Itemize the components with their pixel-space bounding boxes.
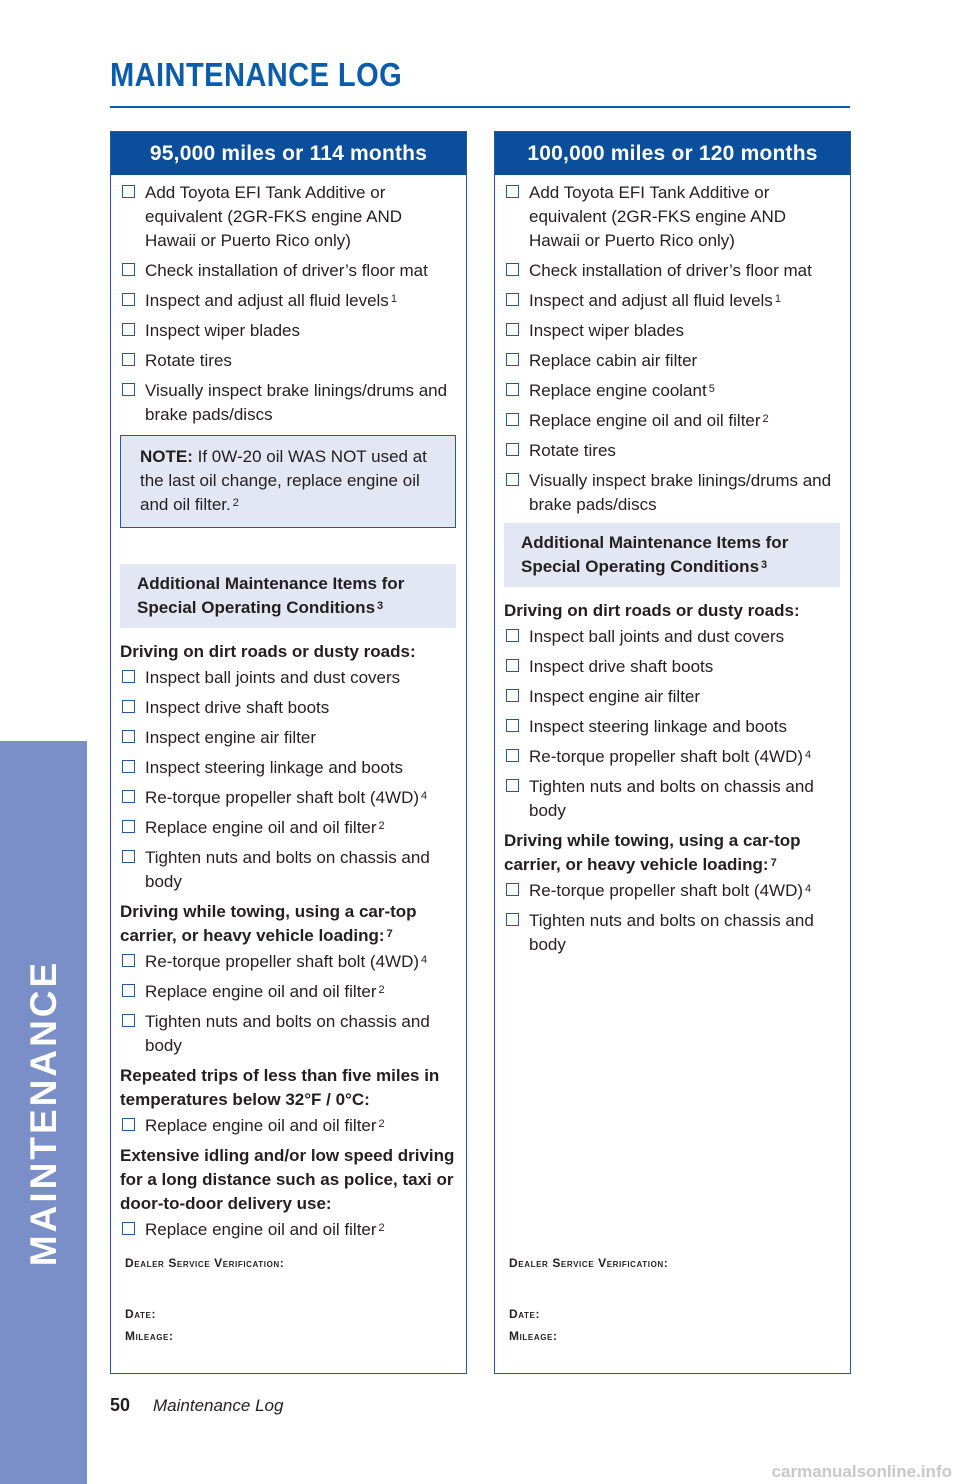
checkbox[interactable] [506, 779, 519, 792]
checklist-item [120, 666, 456, 690]
footnote-ref: 2 [378, 1222, 385, 1234]
checklist-item-text: Inspect steering linkage and boots [145, 758, 404, 777]
checkbox[interactable] [122, 670, 135, 683]
checklist-item [120, 1218, 456, 1242]
date-label: Date: [509, 1307, 541, 1321]
watermark: carmanualsonline.info [771, 1462, 952, 1481]
checklist-item-text: Add Toyota EFI Tank Additive or equivalent (2GR-FKS engine AND Hawaii or Puerto Rico only) [529, 183, 787, 250]
additional-items-box: Additional Maintenance Items for Special Operating Conditions $^3$ [120, 564, 456, 628]
checkbox[interactable] [506, 473, 519, 486]
checklist-item [120, 289, 456, 313]
checklist-item-text: Inspect drive shaft boots [529, 657, 714, 676]
column-header: 95,000 miles or 114 months [111, 132, 466, 175]
note-box [120, 435, 456, 528]
checklist-item-text: Tighten nuts and bolts on chassis and body [529, 911, 814, 954]
checkbox[interactable] [122, 185, 135, 198]
checkbox[interactable] [122, 323, 135, 336]
checklist-item [120, 726, 456, 750]
checklist-item [504, 745, 840, 769]
checklist-item-text: Check installation of driver’s floor mat [529, 261, 812, 280]
checkbox[interactable] [506, 443, 519, 456]
checklist-item [120, 1114, 456, 1138]
checklist-item-text: Replace engine oil and oil filter $^2$ [145, 818, 385, 837]
checklist-item-text: Inspect and adjust all fluid levels $^1$ [145, 291, 397, 310]
note-label: NOTE: [140, 447, 198, 466]
checklist-item [504, 289, 840, 313]
dealer-verification-label: Dealer Service Verification: [509, 1256, 669, 1270]
checkbox[interactable] [122, 1222, 135, 1235]
checkbox[interactable] [506, 719, 519, 732]
checklist-item [504, 259, 840, 283]
checklist-item-text: Inspect wiper blades [529, 321, 684, 340]
checklist-item-text: Replace engine oil and oil filter $^2$ [145, 1220, 385, 1239]
checklist-item [120, 786, 456, 810]
checklist-item-text: Inspect drive shaft boots [145, 698, 330, 717]
checklist-item [120, 379, 456, 427]
checkbox[interactable] [122, 954, 135, 967]
condition-heading: Extensive idling and/or low speed driving for a long distance such as police, taxi or door-to-door delivery use: [120, 1146, 455, 1213]
checklist-item-text: Inspect engine air filter [529, 687, 701, 706]
checklist-item-text: Inspect and adjust all fluid levels $^1$ [529, 291, 781, 310]
mileage-label: Mileage: [125, 1329, 174, 1343]
checklist-item [120, 696, 456, 720]
footnote-ref: 3 [377, 600, 384, 612]
checklist-item [504, 685, 840, 709]
log-column-100000 [494, 131, 851, 1374]
checklist-item-text: Replace engine oil and oil filter $^2$ [529, 411, 769, 430]
checklist-item [504, 379, 840, 403]
checkbox[interactable] [122, 700, 135, 713]
checklist-item [120, 950, 456, 974]
checklist-item [504, 655, 840, 679]
checklist-item [504, 909, 840, 957]
checkbox[interactable] [122, 850, 135, 863]
checklist-item-text: Inspect wiper blades [145, 321, 300, 340]
checklist-item-text: Check installation of driver’s floor mat [145, 261, 428, 280]
checklist-item-text: Rotate tires [529, 441, 616, 460]
checklist-item-text: Visually inspect brake linings/drums and brake pads/discs [145, 381, 448, 424]
checkbox[interactable] [122, 383, 135, 396]
checkbox[interactable] [506, 323, 519, 336]
condition-heading: Driving on dirt roads or dusty roads: [120, 642, 416, 661]
footnote-ref: 3 [761, 559, 768, 571]
checklist-item-text: Replace engine oil and oil filter $^2$ [145, 982, 385, 1001]
footnote-ref: 4 [421, 954, 428, 966]
checkbox[interactable] [122, 1118, 135, 1131]
checklist-item-text: Re-torque propeller shaft bolt (4WD) $^4$ [529, 747, 812, 766]
footnote-ref: 2 [762, 413, 769, 425]
checkbox[interactable] [506, 413, 519, 426]
checklist-item-text: Inspect steering linkage and boots [529, 717, 788, 736]
checklist-item [120, 1010, 456, 1058]
checklist-item-text: Replace engine coolant $^5$ [529, 381, 715, 400]
checklist-item-text: Tighten nuts and bolts on chassis and body [529, 777, 814, 820]
footnote-ref: 4 [805, 883, 812, 895]
checklist-item-text: Visually inspect brake linings/drums and brake pads/discs [529, 471, 832, 514]
footnote-ref: 4 [421, 790, 428, 802]
footnote-ref: 2 [378, 984, 385, 996]
checklist-item [504, 181, 840, 253]
checkbox[interactable] [122, 1014, 135, 1027]
checklist-item [120, 846, 456, 894]
footnote-ref: 1 [390, 293, 397, 305]
checkbox[interactable] [506, 383, 519, 396]
checklist-item-text: Rotate tires [145, 351, 232, 370]
checklist-item [120, 756, 456, 780]
page-number: 50 [110, 1395, 131, 1415]
column-header: 100,000 miles or 120 months [495, 132, 850, 175]
condition-heading: Driving while towing, using a car-top carrier, or heavy vehicle loading: $^7$ [504, 831, 801, 874]
checklist-item [504, 469, 840, 517]
checklist-item [120, 349, 456, 373]
checkbox[interactable] [506, 629, 519, 642]
date-label: Date: [125, 1307, 157, 1321]
checkbox[interactable] [506, 293, 519, 306]
checklist-item [120, 816, 456, 840]
footnote-ref: 2 [232, 497, 239, 509]
footer-section-title: Maintenance Log [153, 1396, 284, 1415]
checkbox[interactable] [122, 760, 135, 773]
checkbox[interactable] [506, 659, 519, 672]
checkbox[interactable] [506, 689, 519, 702]
log-column-95000 [110, 131, 467, 1374]
mileage-label: Mileage: [509, 1329, 558, 1343]
checkbox[interactable] [506, 749, 519, 762]
checklist-item [504, 625, 840, 649]
checklist-item-text: Tighten nuts and bolts on chassis and body [145, 1012, 430, 1055]
checkbox[interactable] [506, 353, 519, 366]
checklist-item-text: Replace engine oil and oil filter $^2$ [145, 1116, 385, 1135]
checkbox[interactable] [506, 185, 519, 198]
checkbox[interactable] [506, 883, 519, 896]
footnote-ref: 2 [378, 1118, 385, 1130]
condition-heading: Driving on dirt roads or dusty roads: [504, 601, 800, 620]
footnote-ref: 7 [386, 928, 393, 940]
checkbox[interactable] [122, 353, 135, 366]
title-divider [110, 106, 850, 108]
checklist-item [504, 319, 840, 343]
page-title: MAINTENANCE LOG [110, 56, 403, 93]
condition-heading: Repeated trips of less than five miles in temperatures below 32°F / 0°C: [120, 1066, 440, 1109]
checklist-item-text: Inspect ball joints and dust covers [145, 668, 401, 687]
column-body [495, 175, 850, 957]
checklist-item [120, 980, 456, 1004]
checklist-item-text: Inspect ball joints and dust covers [529, 627, 785, 646]
checklist-item-text: Re-torque propeller shaft bolt (4WD) $^4$ [529, 881, 812, 900]
checklist-item-text: Tighten nuts and bolts on chassis and body [145, 848, 430, 891]
condition-heading: Driving while towing, using a car-top carrier, or heavy vehicle loading: $^7$ [120, 902, 417, 945]
checklist-item-text: Replace cabin air filter [529, 351, 698, 370]
checklist-item [120, 259, 456, 283]
checklist-item [504, 349, 840, 373]
checklist-item [504, 439, 840, 463]
footnote-ref: 5 [708, 383, 715, 395]
checkbox[interactable] [506, 913, 519, 926]
footnote-ref: 7 [770, 857, 777, 869]
checkbox[interactable] [122, 790, 135, 803]
checkbox[interactable] [122, 293, 135, 306]
additional-items-box: Additional Maintenance Items for Special Operating Conditions $^3$ [504, 523, 840, 587]
side-tab-label: MAINTENANCE [23, 959, 64, 1267]
note-text: If 0W-20 oil WAS NOT used at the last oil change, replace engine oil and oil filter. $^2$ [140, 447, 427, 514]
checklist-item-text: Re-torque propeller shaft bolt (4WD) $^4$ [145, 788, 428, 807]
checklist-item [504, 775, 840, 823]
footnote-ref: 1 [774, 293, 781, 305]
checklist-item [504, 715, 840, 739]
checklist-item [120, 319, 456, 343]
checkbox[interactable] [122, 984, 135, 997]
column-body [111, 175, 466, 1242]
checklist-item [504, 409, 840, 433]
checklist-item-text: Add Toyota EFI Tank Additive or equivalent (2GR-FKS engine AND Hawaii or Puerto Rico only) [145, 183, 403, 250]
checkbox[interactable] [122, 820, 135, 833]
dealer-verification-label: Dealer Service Verification: [125, 1256, 285, 1270]
checklist-item [504, 879, 840, 903]
checkbox[interactable] [122, 263, 135, 276]
footnote-ref: 2 [378, 820, 385, 832]
checkbox[interactable] [122, 730, 135, 743]
checklist-item [120, 181, 456, 253]
footnote-ref: 4 [805, 749, 812, 761]
checklist-item-text: Inspect engine air filter [145, 728, 317, 747]
checklist-item-text: Re-torque propeller shaft bolt (4WD) $^4$ [145, 952, 428, 971]
checkbox[interactable] [506, 263, 519, 276]
